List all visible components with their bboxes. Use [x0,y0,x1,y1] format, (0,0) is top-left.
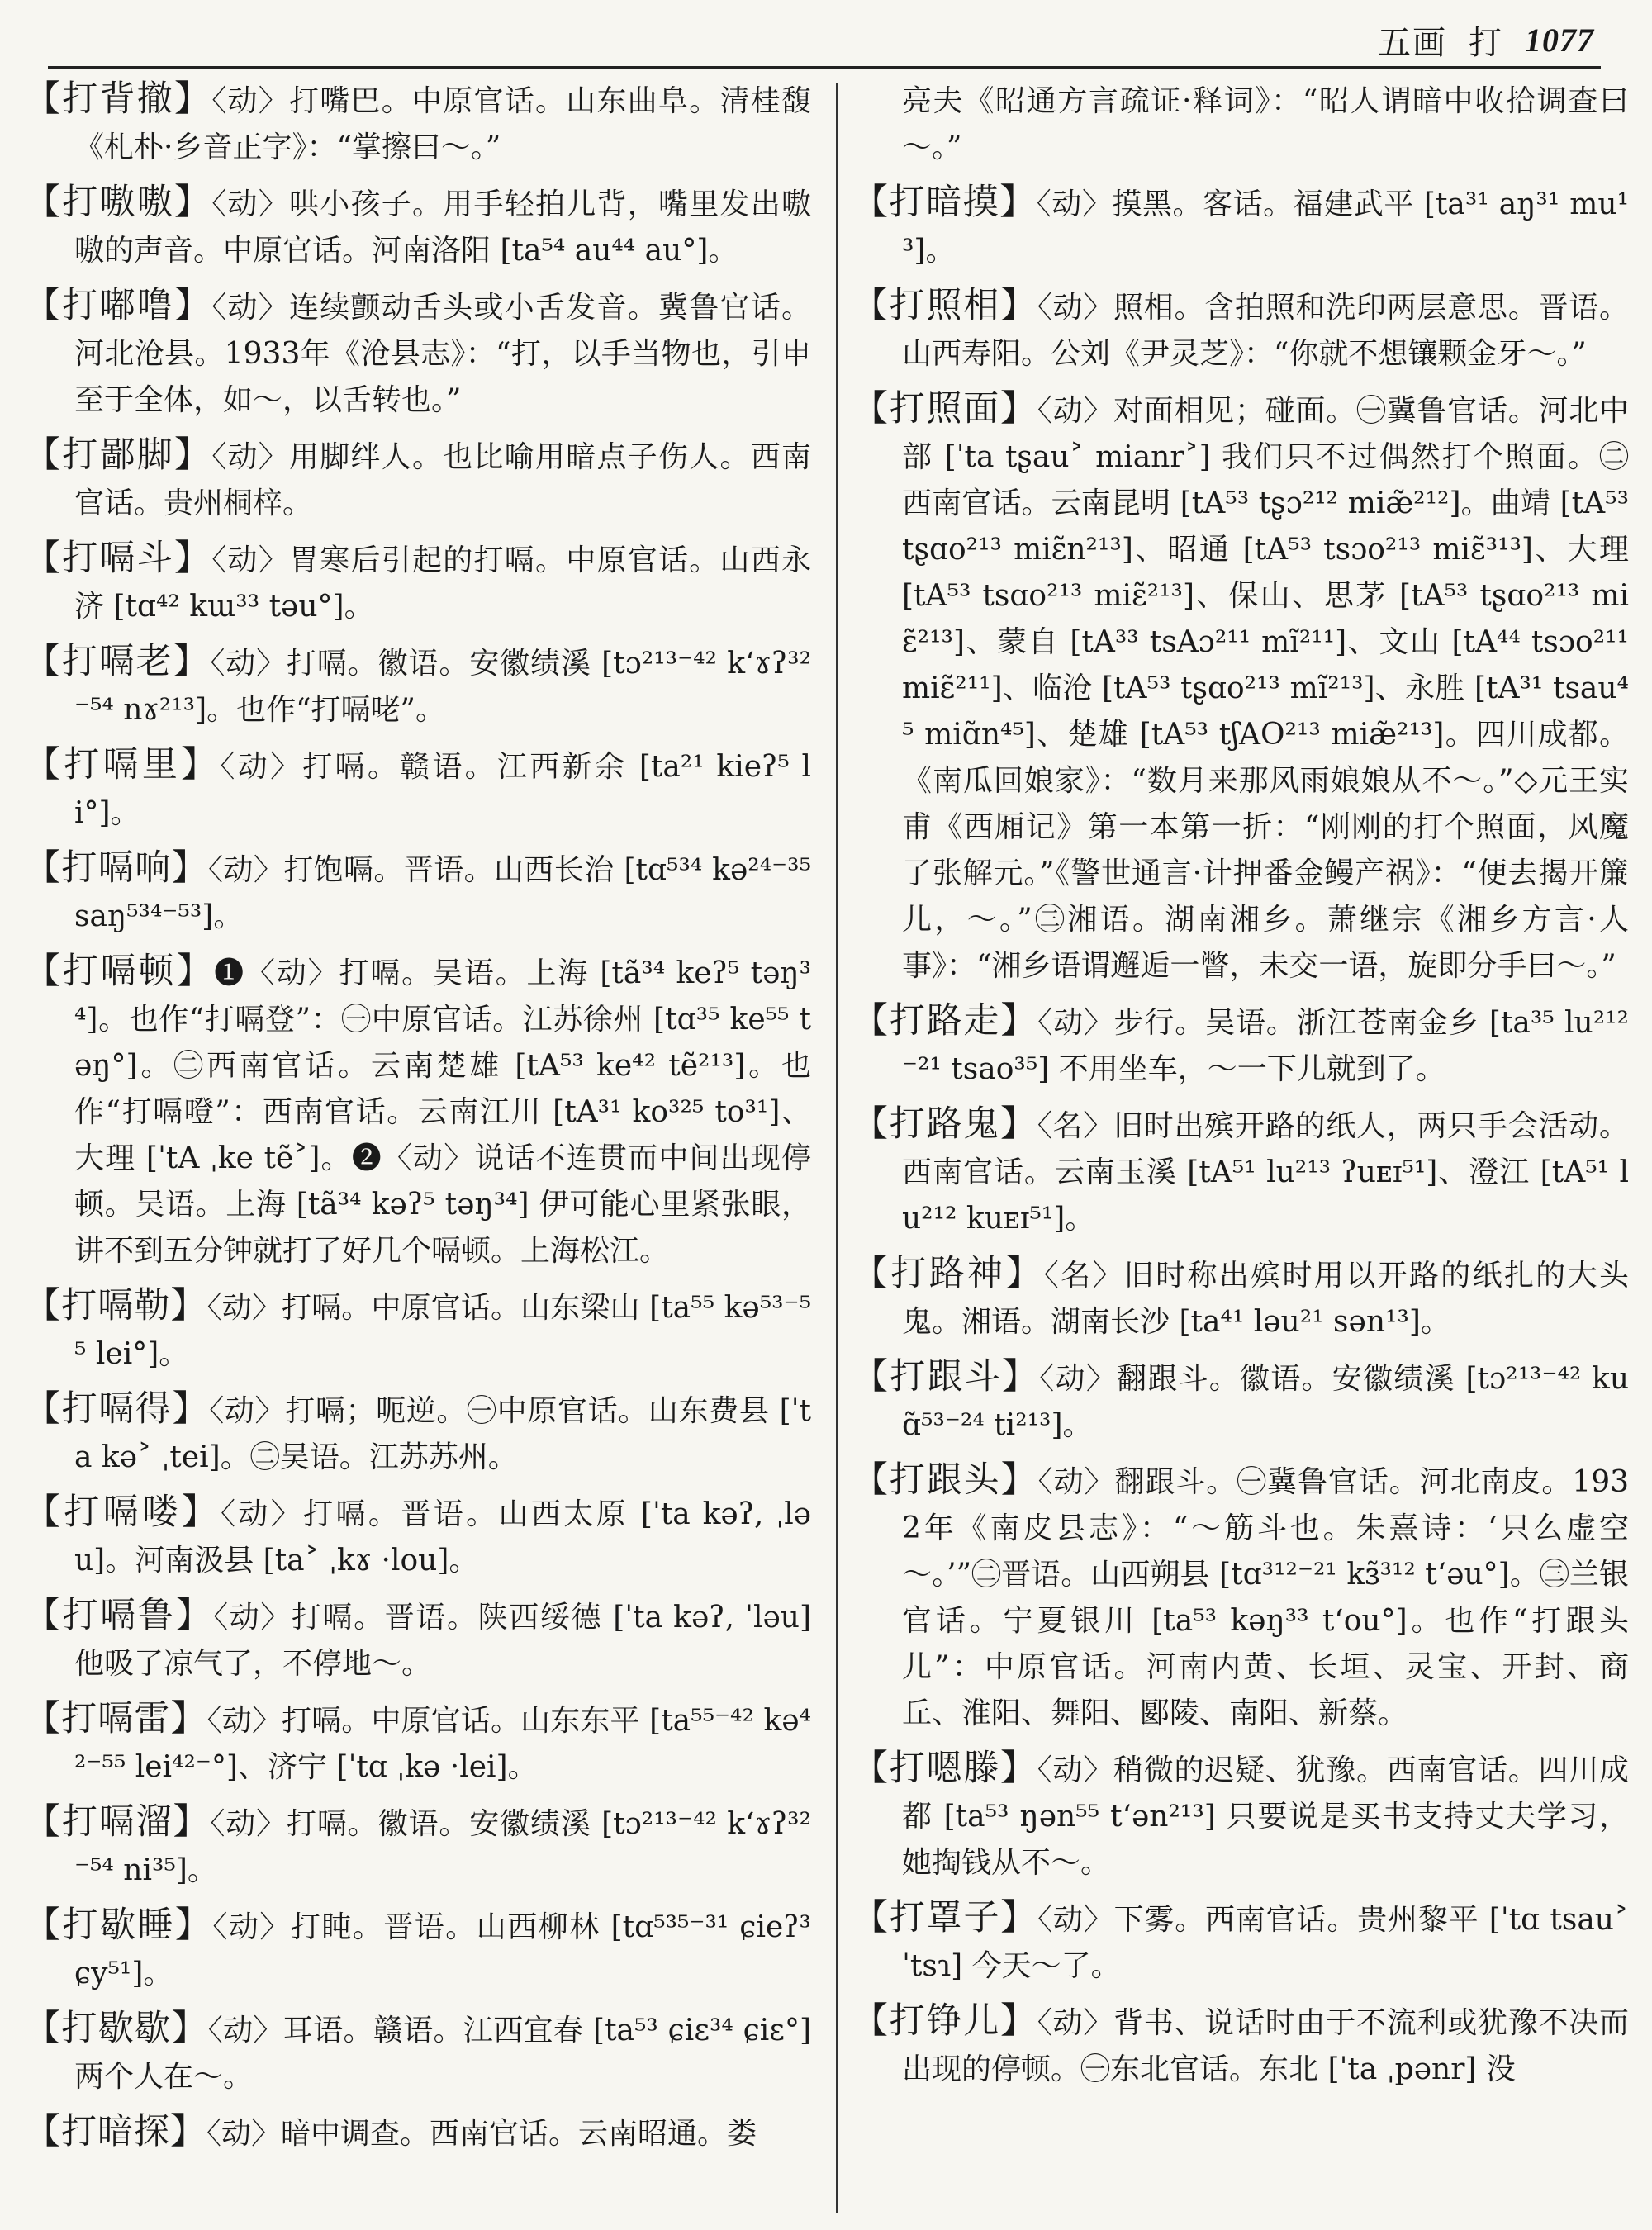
definition: 〈动〉打嗝。中原官话。山东梁山 [ta⁵⁵ kə⁵³⁻⁵⁵ lei°]。 [74,1291,811,1371]
dictionary-entry [25,2109,811,2157]
dictionary-entry [852,1101,1629,1242]
headword: 【打嗝鲁】 [25,1595,214,1636]
headword: 【打嗝里】 [25,744,221,785]
headword: 【打铮儿】 [852,2000,1037,2042]
definition: 〈动〉打嗝。徽语。安徽绩溪 [tɔ²¹³⁻⁴² kʻɤʔ³²⁻⁵⁴ nɤ²¹³]。也作“打嗝咾”。 [74,647,811,727]
dictionary-entry [852,386,1629,989]
dictionary-entry [852,1745,1629,1886]
headword: 【打嘟噜】 [25,285,212,326]
definition: 〈动〉对面相见；碰面。㊀冀鲁官话。河北中部 [ˈta tʂau˃ mianr˃] 我们只不过偶然打个照面。㊁西南官话。云南昆明 [tA⁵³ tʂɔ²¹² miæ̃²¹²]。曲靖 [tA⁵³ tʂɑo²¹³ miɛ̃n²¹³]、昭通 [tA⁵³ tsɔo²¹³ miɛ̃³¹³]、大理 [tA⁵³ tsɑo²¹³ miɛ̃²¹³]、保山、思茅 [tA⁵³ tʂɑo²¹³ miɛ̃²¹³]、蒙自 [tA³³ tsAɔ²¹¹ mĩ²¹¹]、文山 [tA⁴⁴ tsɔo²¹¹ miɛ̃²¹¹]、临沧 [tA⁵³ tʂɑo²¹³ mĩ²¹³]、永胜 [tA³¹ tsau⁴⁵ miɑ̃n⁴⁵]、楚雄 [tA⁵³ tʃAO²¹³ miæ̃²¹³]。四川成都。《南瓜回娘家》：“数月来那风雨娘娘从不～。”◇元王实甫《西厢记》第一本第一折：“刚刚的打个照面，风魔了张解元。”《警世通言·计押番金鳗产祸》：“便去揭开簾儿，～。”㊂湘语。湖南湘乡。萧继宗《湘乡方言·人事》：“湘乡语谓邂逅一瞥，未交一语，旋即分手曰～。” [902,394,1629,983]
dictionary-entry [25,1696,811,1791]
headword: 【打跟头】 [852,1459,1038,1501]
definition: ❶〈动〉打嗝。吴语。上海 [tã³⁴ keʔ⁵ təŋ³⁴]。也作“打嗝登”：㊀中原官话。江苏徐州 [tɑ³⁵ ke⁵⁵ təŋ°]。㊁西南官话。云南楚雄 [tA⁵³ ke⁴² tẽ²¹³]。也作“打嗝噔”：西南官话。云南江川 [tA³¹ ko³²⁵ to³¹]、大理 [ˈtA ˌke tẽ˃]。❷〈动〉说话不连贯而中间出现停顿。吴语。上海 [tã³⁴ kəʔ⁵ təŋ³⁴] 伊可能心里紧张眼，讲不到五分钟就打了好几个嗝顿。上海松江。 [74,956,811,1268]
definition: 〈动〉稍微的迟疑、犹豫。西南官话。四川成都 [ta⁵³ ŋən⁵⁵ tʻən²¹³] 只要说是买书支持丈夫学习，她掏钱从不～。 [902,1753,1629,1880]
headword: 【打嗝斗】 [25,538,212,579]
headword: 【打歇睡】 [25,1905,213,1946]
dictionary-entry [25,535,811,630]
definition: 〈动〉哄小孩子。用手轻拍儿背，嘴里发出嗷嗷的声音。中原官话。河南洛阳 [ta⁵⁴ au⁴⁴ au°]。 [74,187,811,268]
definition: 〈动〉打嗝。晋语。陕西绥德 [ˈta kəʔ, ˈləu] 他吸了凉气了，不停地～。 [74,1601,811,1681]
dictionary-entry [25,282,811,424]
definition: 〈动〉打嗝。中原官话。山东东平 [ta⁵⁵⁻⁴² kə⁴²⁻⁵⁵ lei⁴²⁻°]、济宁 [ˈtɑ ˌkə ·lei]。 [74,1704,811,1784]
definition: 〈动〉打嗝；呃逆。㊀中原官话。山东费县 [ˈta kə˃ ˌtei]。㊁吴语。江苏苏州。 [74,1394,811,1474]
definition: 〈名〉旧时出殡开路的纸人，两只手会活动。西南官话。云南玉溪 [tA⁵¹ lu²¹³ ʔuᴇɪ⁵¹]、澄江 [tA⁵¹ lu²¹² kuᴇɪ⁵¹]。 [902,1109,1629,1236]
dictionary-entry [25,1386,811,1481]
definition: 〈动〉背书、说话时由于不流利或犹豫不决而出现的停顿。㊀东北官话。东北 [ˈta ˌpənr] 没 [902,2006,1629,2086]
dictionary-entry [25,1283,811,1378]
headword: 【打嗝老】 [25,641,211,682]
header-rule [48,66,1601,69]
section-label: 五画 [1378,23,1447,62]
dictionary-entry [25,845,811,940]
headword: 【打路神】 [852,1253,1044,1294]
dictionary-entry [852,1895,1629,1990]
dictionary-entry [25,2005,811,2100]
dictionary-entry-continuation [852,76,1629,171]
headword: 【打嗯滕】 [852,1748,1037,1789]
dictionary-entry [852,1457,1629,1737]
column-divider [836,83,838,2213]
definition: 〈动〉翻跟斗。徽语。安徽绩溪 [tɔ²¹³⁻⁴² kuɑ̃⁵³⁻²⁴ ti²¹³]。 [902,1362,1629,1442]
headword: 【打嗝顿】 [25,951,215,992]
headword: 【打罩子】 [852,1897,1038,1938]
definition: 〈动〉耳语。赣语。江西宜春 [ta⁵³ ɕiɛ³⁴ ɕiɛ°] 两个人在～。 [74,2014,811,2094]
definition: 亮夫《昭通方言疏证·释词》：“昭人谓暗中收拾调查曰～。” [902,84,1629,164]
definition: 〈动〉打盹。晋语。山西柳林 [tɑ⁵³⁵⁻³¹ ɕieʔ³ ɕy⁵¹]。 [74,1910,811,1990]
definition: 〈动〉连续颤动舌头或小舌发音。冀鲁官话。河北沧县。1933年《沧县志》：“打，以手当物也，引申至于全体，如～，以舌转也。” [74,291,811,417]
definition: 〈动〉暗中调查。西南官话。云南昭通。娄 [206,2117,757,2151]
headword: 【打鄙脚】 [25,434,212,476]
headword: 【打暗探】 [25,2111,206,2152]
dictionary-entry [25,742,811,837]
dictionary-entry [852,998,1629,1093]
dictionary-entry [852,1250,1629,1345]
headword: 【打嗝勒】 [25,1285,207,1326]
dictionary-entry [25,1902,811,1997]
headword: 【打嗝溜】 [25,1801,211,1843]
headword: 【打歇歇】 [25,2008,208,2049]
headword: 【打嗝响】 [25,847,209,889]
right-column [852,76,1629,2230]
dictionary-entry [25,638,811,733]
dictionary-entry [25,1799,811,1894]
left-column [25,76,811,2230]
page-number: 1077 [1525,21,1594,59]
headword: 【打暗摸】 [852,182,1037,223]
definition: 〈名〉旧时称出殡时用以开路的纸扎的大头鬼。湘语。湖南长沙 [ta⁴¹ ləu²¹ sən¹³]。 [902,1259,1629,1339]
definition: 〈动〉胃寒后引起的打嗝。中原官话。山西永济 [tɑ⁴² kɯ³³ təu°]。 [74,543,811,624]
definition: 〈动〉打嗝。晋语。山西太原 [ˈta kəʔ, ˌləu]。河南汲县 [ta˃ ˌkɤ ·lou]。 [74,1497,811,1578]
dictionary-entry [25,1592,811,1687]
definition: 〈动〉打嗝。赣语。江西新余 [ta²¹ kieʔ⁵ li°]。 [74,750,811,830]
definition: 〈动〉摸黑。客话。福建武平 [ta³¹ aŋ³¹ mu¹³]。 [902,187,1629,268]
definition: 〈动〉翻跟斗。㊀冀鲁官话。河北南皮。1932年《南皮县志》：“～筋斗也。朱熹诗：‘只么虚空～。’”㊁晋语。山西朔县 [tɑ³¹²⁻²¹ kɜ̃³¹² tʻəu°]。㊂兰银官话。宁夏银川 [ta⁵³ kəŋ³³ tʻou°]。也作“打跟头儿”：中原官话。河南内黄、长垣、灵宝、开封、商丘、淮阳、舞阳、郾陵、南阳、新蔡。 [902,1465,1629,1730]
dictionary-entry [852,1998,1629,2093]
dictionary-entry [25,432,811,527]
headword: 【打嗝雷】 [25,1698,207,1739]
definition: 〈动〉打嗝。徽语。安徽绩溪 [tɔ²¹³⁻⁴² kʻɤʔ³²⁻⁵⁴ ni³⁵]。 [74,1807,811,1887]
dictionary-entry [852,1354,1629,1449]
headword: 【打嗝喽】 [25,1492,221,1533]
headword: 【打路走】 [852,1000,1038,1041]
definition: 〈动〉步行。吴语。浙江苍南金乡 [ta³⁵ lu²¹²⁻²¹ tsao³⁵] 不用坐车，～一下儿就到了。 [902,1006,1629,1086]
headword: 【打背撤】 [25,78,212,120]
dictionary-entry [25,179,811,274]
definition: 〈动〉打嘴巴。中原官话。山东曲阜。清桂馥《札朴·乡音正字》：“掌擦曰～。” [74,84,811,164]
definition: 〈动〉打饱嗝。晋语。山西长治 [tɑ⁵³⁴ kə²⁴⁻³⁵ saŋ⁵³⁴⁻⁵³]。 [74,853,811,933]
dictionary-entry [25,948,811,1274]
definition: 〈动〉用脚绊人。也比喻用暗点子伤人。西南官话。贵州桐梓。 [74,440,811,520]
headword: 【打照面】 [852,388,1037,429]
dictionary-entry [852,179,1629,274]
headword: 【打嗝得】 [25,1388,210,1430]
page-header [1239,15,1594,64]
header-character: 打 [1469,23,1503,62]
dictionary-entry [25,1489,811,1584]
dictionary-entry [25,76,811,171]
dictionary-entry [852,282,1629,377]
definition: 〈动〉下雾。西南官话。贵州黎平 [ˈtɑ tsau˃ ˈtsɿ] 今天～了。 [902,1903,1629,1983]
headword: 【打嗷嗷】 [25,182,212,223]
headword: 【打路鬼】 [852,1103,1037,1145]
definition: 〈动〉照相。含拍照和洗印两层意思。晋语。山西寿阳。公刘《尹灵芝》：“你就不想镶颗金牙～。” [902,291,1629,371]
headword: 【打跟斗】 [852,1356,1040,1397]
headword: 【打照相】 [852,285,1037,326]
